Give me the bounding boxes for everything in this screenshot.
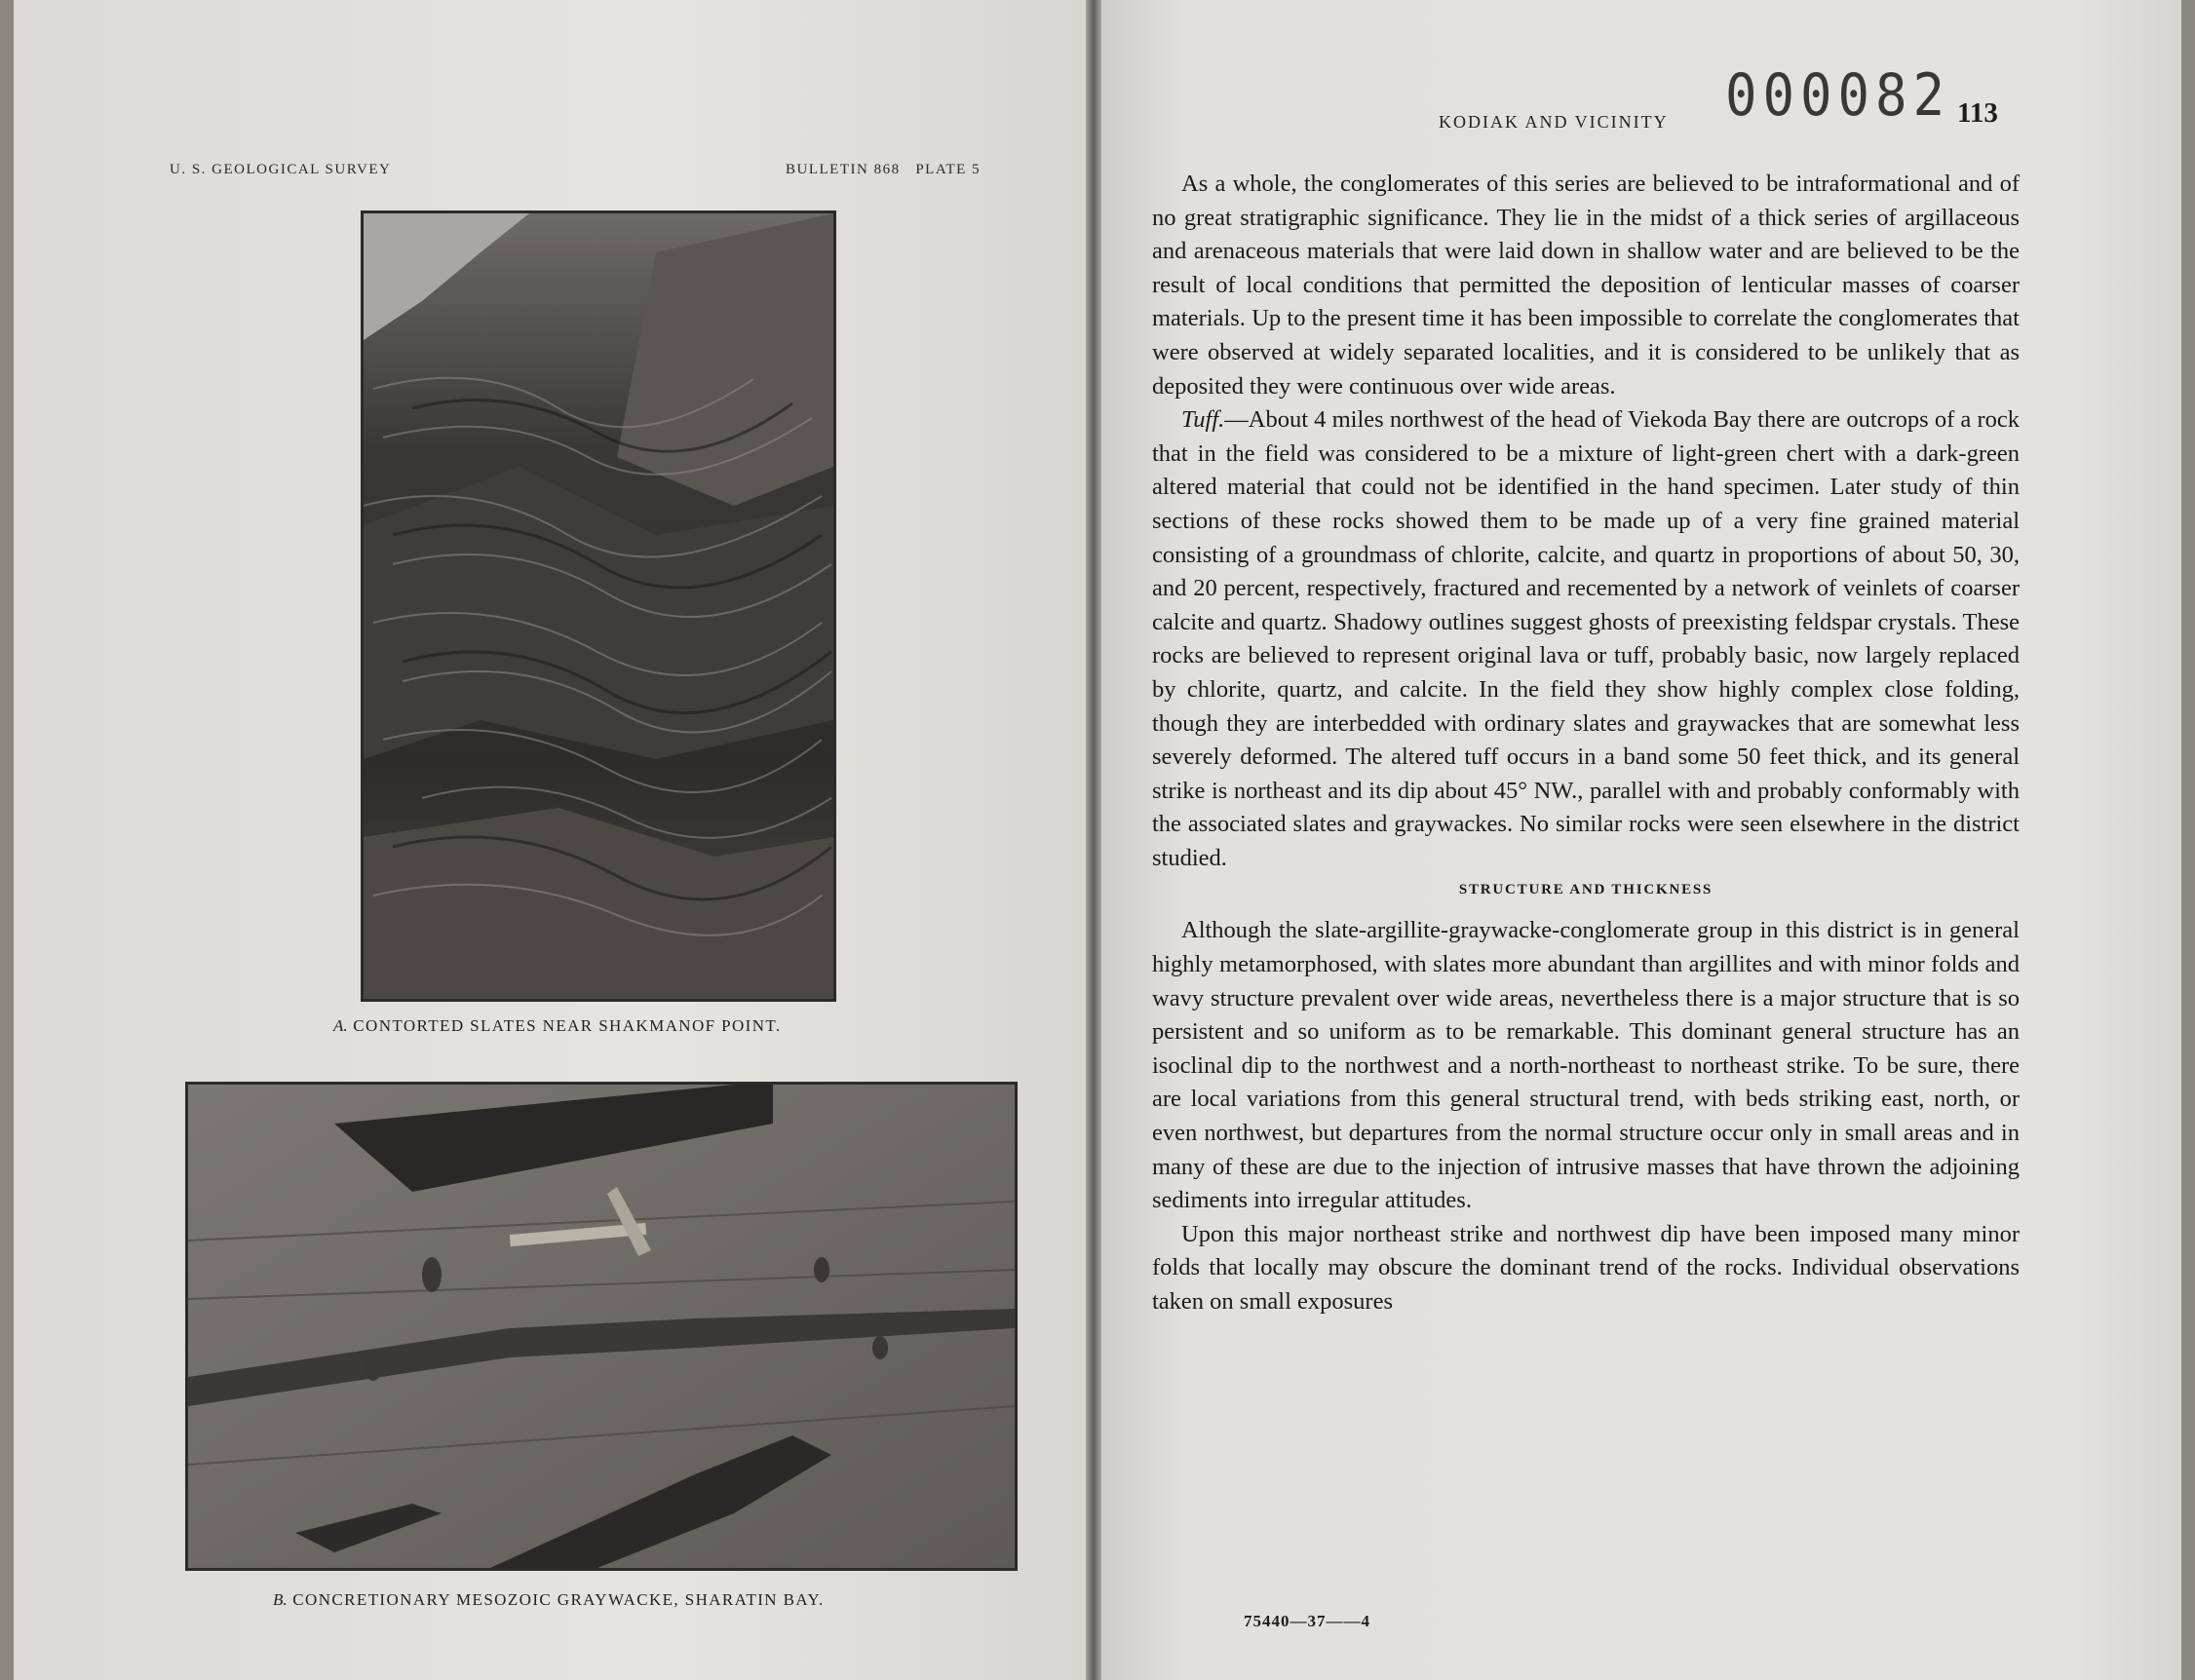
section-heading-structure: STRUCTURE AND THICKNESS xyxy=(1458,882,1714,898)
paragraph-conglomerates: As a whole, the conglomerates of this series are believed to be intraformational and of no great stratigraphic significance. They lie in the midst of a thick series of argillaceous and arenaceous materials that were laid down in shallow water and are believed to be the result of local conditions that permitted the deposition of lenticular masses of coarser materials. Up to the present time it has been impossible to correlate the conglomerates that were observed at widely separated localities, and it is considered to be unlikely that as deposited they were continuous over wide areas. xyxy=(1152,171,2020,400)
left-page-plate-5 xyxy=(14,0,1086,1680)
running-head-kodiak: KODIAK AND VICINITY xyxy=(1439,112,1669,132)
tuff-lead-word: Tuff. xyxy=(1181,406,1225,434)
plate-b-caption xyxy=(273,1590,825,1610)
contorted-slates-photo-image xyxy=(364,213,833,999)
concretionary-graywacke-photo-image xyxy=(188,1085,1015,1568)
plate-a-photo-contorted-slates xyxy=(361,210,836,1002)
paragraph-structure: Although the slate-argillite-graywacke-conglomerate group in this district is in general highly metamorphosed, with slates more abundant than argillites and with minor folds and wavy structure prevalent over wide areas, nevertheless there is a major structure that is so persistent and so uniform as to be remarkable. This dominant general structure has an isoclinal dip to the northwest and a north-northeast to northeast strike. To be sure, there are local variations from this general structural trend, with beds striking east, north, or even northwest, but departures from the normal structure occur only in small areas and in many of these are due to the injection of intrusive masses that have thrown the adjoining sediments into irregular attitudes. xyxy=(1152,917,2020,1214)
page-number: 113 xyxy=(1957,97,1998,129)
book-gutter xyxy=(1086,0,1101,1680)
running-head-bulletin: BULLETIN 868 PLATE 5 xyxy=(786,162,982,177)
paragraph-tuff xyxy=(1152,403,2020,875)
plate-b-caption-text: CONCRETIONARY MESOZOIC GRAYWACKE, SHARATIN BAY. xyxy=(292,1590,825,1609)
printer-signature-footer: 75440—37——4 xyxy=(1244,1612,1370,1630)
plate-a-letter: A. xyxy=(333,1016,348,1035)
paragraph-minor-folds: Upon this major northeast strike and northwest dip have been imposed many minor folds that locally may obscure the dominant trend of the rocks. Individual observations taken on small exposures xyxy=(1152,1220,2020,1315)
plate-a-caption xyxy=(333,1016,782,1036)
plate-b-letter: B. xyxy=(273,1590,288,1609)
plate-a-caption-text: CONTORTED SLATES NEAR SHAKMANOF POINT. xyxy=(353,1016,782,1035)
page-stamp-number: 000082 xyxy=(1725,60,1951,130)
right-page-113 xyxy=(1101,0,2181,1680)
tuff-text: —About 4 miles northwest of the head of Viekoda Bay there are outcrops of a rock that in the field was considered to be a mixture of light-green chert with a dark-green altered material that could not be identified in the hand specimen. Later study of thin sections of these rocks showed them to be made up of a very fine grained material consisting of a groundmass of chlorite, calcite, and quartz in proportions of about 50, 30, and 20 percent, respectively, fractured and recemented by a network of veinlets of coarser calcite and quartz. Shadowy outlines suggest ghosts of preexisting feldspar crystals. These rocks are believed to represent original lava or tuff, probably basic, now largely replaced by chlorite, quartz, and calcite. In the field they show highly complex close folding, though they are interbedded with ordinary slates and graywackes that are somewhat less severely deformed. The altered tuff occurs in a band some 50 feet thick, and its general strike is northeast and its dip about 45° NW., parallel with and probably conformably with the associated slates and graywackes. No similar rocks were seen elsewhere in the district studied. xyxy=(1152,406,2020,871)
body-text xyxy=(1152,168,2020,1319)
plate-b-photo-graywacke xyxy=(185,1082,1018,1571)
running-head-survey: U. S. GEOLOGICAL SURVEY xyxy=(170,162,392,177)
